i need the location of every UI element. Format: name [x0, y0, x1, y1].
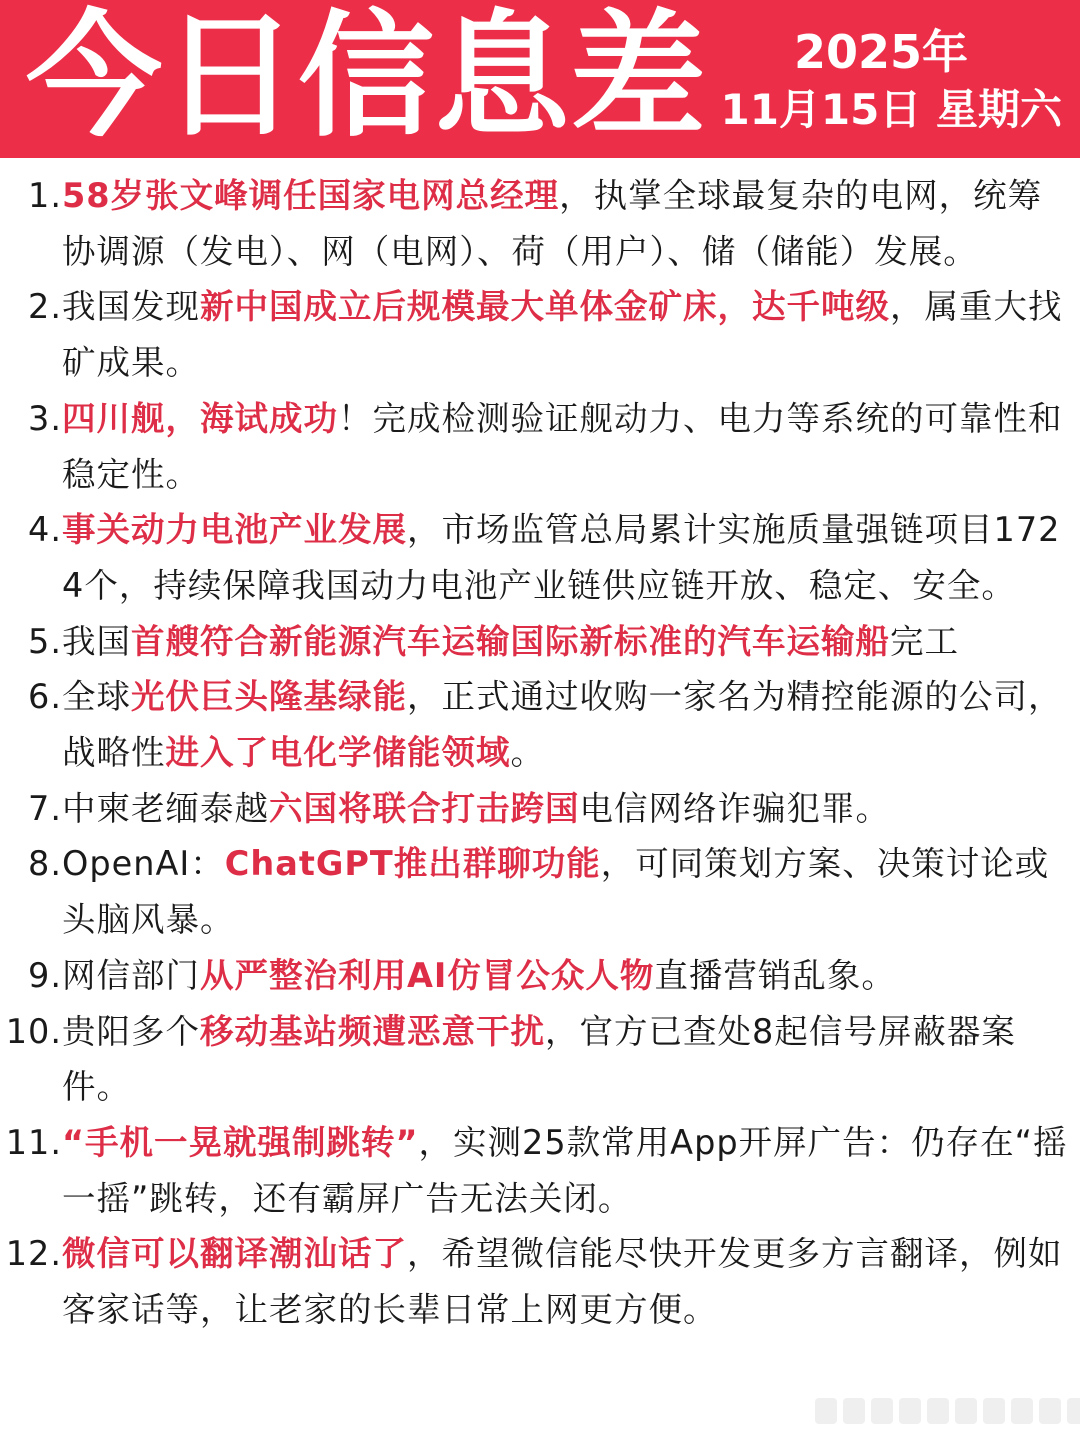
watermark-logo [815, 1398, 1080, 1424]
item-number: 1. [28, 176, 62, 215]
body-text: ，实测25款常用App开屏广告：仍存在“摇一摇”跳转，还有霸屏广告无法关闭。 [62, 1122, 1068, 1218]
highlight-text: 首艘符合新能源汽车运输国际新标准的汽车运输船 [131, 621, 890, 661]
header-banner [0, 0, 1080, 158]
highlight-text: 移动基站频遭恶意干扰 [200, 1011, 545, 1051]
list-item [0, 669, 1080, 780]
page-title: 今日信息差 [26, 0, 706, 156]
body-text: ，属重大找矿成果。 [62, 287, 1063, 383]
list-item [0, 781, 1080, 837]
body-text: 。 [510, 733, 545, 773]
item-number: 3. [28, 398, 62, 438]
body-text: ，希望微信能尽快开发更多方言翻译，例如客家话等，让老家的长辈日常上网更方便。 [62, 1234, 1063, 1330]
list-item [0, 948, 1080, 1004]
body-text: 电信网络诈骗犯罪。 [579, 788, 890, 828]
list-item [0, 1004, 1080, 1115]
list-item [0, 836, 1080, 947]
highlight-text: 从严整治利用AI仿冒公众人物 [200, 955, 655, 995]
body-text: OpenAI： [62, 844, 225, 884]
body-text: ！完成检测验证舰动力、电力等系统的可靠性和稳定性。 [62, 398, 1063, 494]
item-number: 5. [28, 621, 62, 661]
body-text: ，正式通过收购一家名为精控能源的公司，战略性 [62, 677, 1063, 773]
list-item [0, 502, 1080, 613]
list-item [0, 614, 1080, 670]
highlight-text: 六国将联合打击跨国 [269, 788, 580, 828]
body-text: ，市场监管总局累计实施质量强链项目1724个，持续保障我国动力电池产业链供应链开放、稳定、安全。 [62, 510, 1061, 605]
item-number: 2. [28, 287, 62, 327]
highlight-text: 58岁张文峰调任国家电网总经理 [62, 176, 560, 215]
body-text: 我国发现 [62, 287, 200, 327]
date-year: 2025年 [793, 25, 968, 79]
highlight-text: 进入了电化学储能领域 [165, 733, 511, 773]
body-text: 完工 [890, 621, 959, 661]
highlight-text: “手机一晃就强制跳转” [62, 1122, 419, 1162]
body-text: ，可同策划方案、决策讨论或头脑风暴。 [62, 844, 1050, 940]
item-number: 4. [28, 510, 62, 550]
item-number: 10. [5, 1011, 62, 1051]
highlight-text: ChatGPT推出群聊功能 [224, 844, 601, 884]
item-number: 11. [5, 1122, 62, 1162]
body-text: ，执掌全球最复杂的电网，统筹协调源（发电）、网（电网）、荷（用户）、储（储能）发展。 [62, 176, 1043, 271]
list-item [0, 279, 1080, 390]
body-text: 中柬老缅泰越 [62, 788, 269, 828]
item-number: 7. [28, 788, 62, 828]
item-number: 6. [28, 677, 62, 717]
body-text: 我国 [62, 621, 131, 661]
highlight-text: 微信可以翻译潮汕话了 [62, 1234, 407, 1274]
highlight-text: 四川舰，海试成功 [62, 398, 338, 438]
highlight-text: 光伏巨头隆基绿能 [131, 677, 407, 717]
body-text: 网信部门 [62, 955, 200, 995]
body-text: 贵阳多个 [62, 1011, 200, 1051]
news-list [0, 168, 1080, 1338]
list-item [0, 1115, 1080, 1226]
item-number: 9. [28, 955, 62, 995]
date-day: 11月15日 星期六 [720, 85, 1062, 134]
highlight-text: 事关动力电池产业发展 [62, 510, 407, 550]
highlight-text: 新中国成立后规模最大单体金矿床，达千吨级 [200, 287, 890, 327]
body-text: 全球 [62, 677, 131, 717]
body-text: 直播营销乱象。 [654, 955, 896, 995]
body-text: ，官方已查处8起信号屏蔽器案件。 [62, 1011, 1016, 1107]
item-number: 12. [5, 1234, 62, 1274]
list-item [0, 168, 1080, 279]
list-item [0, 1226, 1080, 1337]
item-number: 8. [28, 844, 62, 884]
list-item [0, 391, 1080, 502]
